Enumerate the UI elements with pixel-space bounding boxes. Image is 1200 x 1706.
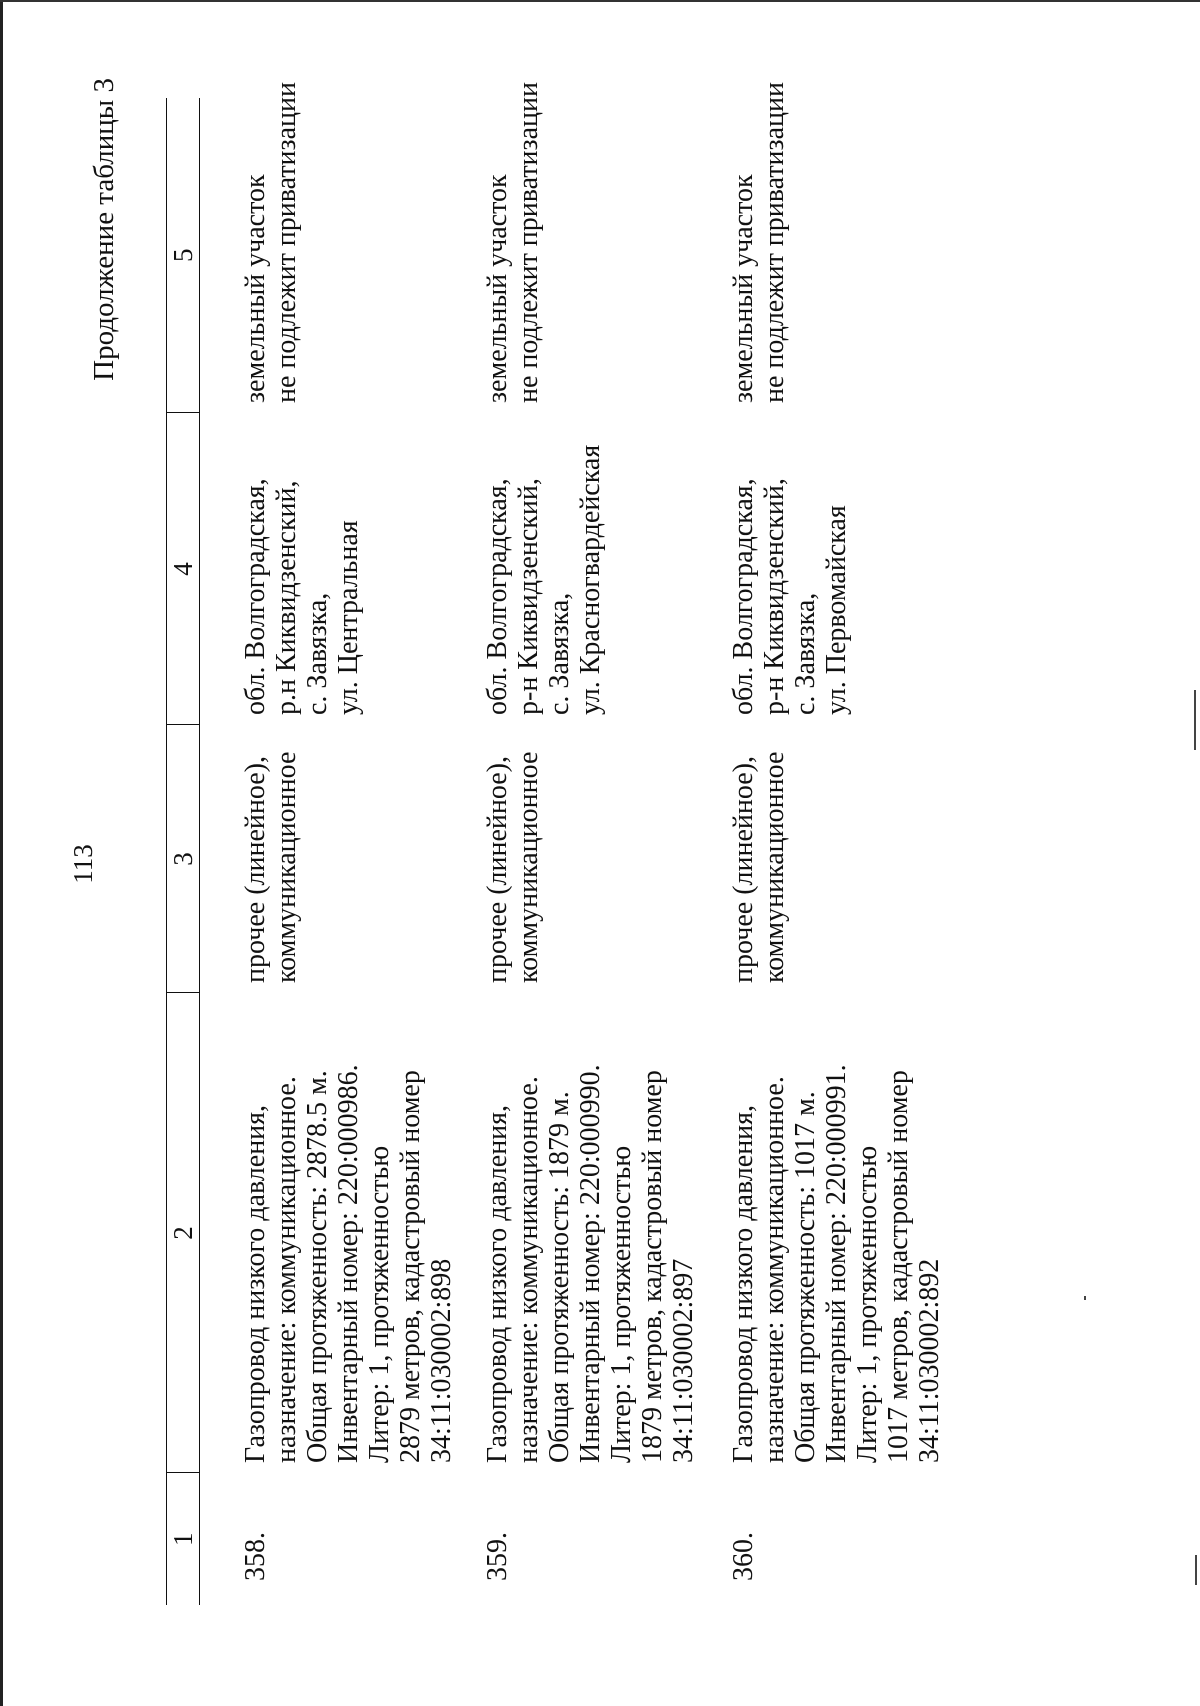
- address-line: р-н Киквидзенский,: [759, 478, 790, 715]
- address-line: р.н Киквидзенский,: [271, 480, 302, 715]
- column-header-1: 1: [167, 1473, 200, 1605]
- description-line: Литер: 1, протяженностью: [364, 1145, 395, 1463]
- column-number-row: [167, 98, 200, 1605]
- address-line: обл. Волгоградская,: [482, 478, 513, 715]
- type-line: коммуникационное: [759, 751, 790, 983]
- row-note: [200, 82, 461, 413]
- description-line: 2879 метров, кадастровый номер: [395, 1070, 426, 1463]
- column-header-4: 4: [167, 413, 200, 725]
- note-line: земельный участок: [728, 174, 759, 403]
- address-line: с. Завязка,: [302, 592, 333, 715]
- type-line: коммуникационное: [513, 751, 544, 983]
- row-description: [708, 993, 948, 1473]
- row-type: [708, 725, 948, 993]
- description-line: 34:11:030002:897: [668, 1258, 699, 1463]
- row-address: [200, 413, 461, 725]
- row-number: 360.: [728, 1532, 759, 1581]
- type-line: коммуникационное: [271, 751, 302, 983]
- row-note: [708, 82, 948, 413]
- table-row: [708, 98, 948, 1605]
- description-line: Литер: 1, протяженностью: [852, 1145, 883, 1463]
- row-address: [708, 413, 948, 725]
- description-line: Общая протяженность: 1879 м.: [544, 1091, 575, 1463]
- description-line: Газопровод низкого давления,: [240, 1104, 271, 1463]
- property-table: [166, 82, 948, 1605]
- row-description: [200, 993, 461, 1473]
- address-line: ул. Красногвардейская: [575, 444, 606, 715]
- description-line: Газопровод низкого давления,: [728, 1104, 759, 1463]
- note-line: не подлежит приватизации: [759, 82, 790, 403]
- description-line: Инвентарный номер: 220:000991.: [821, 1064, 852, 1463]
- row-note: [460, 82, 708, 413]
- row-description: [460, 993, 708, 1473]
- note-line: земельный участок: [482, 174, 513, 403]
- row-type: [200, 725, 461, 993]
- description-line: Газопровод низкого давления,: [482, 1104, 513, 1463]
- description-line: 34:11:030002:892: [914, 1258, 945, 1463]
- description-line: 34:11:030002:898: [426, 1258, 457, 1463]
- address-line: ул. Первомайская: [821, 505, 852, 715]
- table-continuation-label: Продолжение таблицы 3: [88, 78, 120, 381]
- address-line: обл. Волгоградская,: [728, 478, 759, 715]
- description-line: Общая протяженность: 2878.5 м.: [302, 1070, 333, 1463]
- address-line: с. Завязка,: [790, 592, 821, 715]
- note-line: не подлежит приватизации: [513, 82, 544, 403]
- row-number: 358.: [240, 1532, 271, 1581]
- address-line: обл. Волгоградская,: [240, 478, 271, 715]
- description-line: назначение: коммуникационное.: [271, 1076, 302, 1463]
- type-line: прочее (линейное),: [728, 756, 759, 983]
- type-line: прочее (линейное),: [482, 756, 513, 983]
- address-line: ул. Центральная: [333, 520, 364, 715]
- description-line: Литер: 1, протяженностью: [606, 1145, 637, 1463]
- column-header-3: 3: [167, 725, 200, 993]
- description-line: назначение: коммуникационное.: [759, 1076, 790, 1463]
- type-line: прочее (линейное),: [240, 756, 271, 983]
- table-row: [460, 98, 708, 1605]
- note-line: земельный участок: [240, 174, 271, 403]
- table-row: [200, 98, 461, 1605]
- description-line: 1017 метров, кадастровый номер: [883, 1070, 914, 1463]
- address-line: с. Завязка,: [544, 592, 575, 715]
- note-line: не подлежит приватизации: [271, 82, 302, 403]
- row-number: 359.: [482, 1532, 513, 1581]
- description-line: назначение: коммуникационное.: [513, 1076, 544, 1463]
- description-line: Общая протяженность: 1017 м.: [790, 1091, 821, 1463]
- row-type: [460, 725, 708, 993]
- description-line: Инвентарный номер: 220:000986.: [333, 1064, 364, 1463]
- column-header-2: 2: [167, 993, 200, 1473]
- row-address: [460, 413, 708, 725]
- description-line: 1879 метров, кадастровый номер: [637, 1070, 668, 1463]
- column-header-5: 5: [167, 98, 200, 413]
- address-line: р-н Киквидзенский,: [513, 478, 544, 715]
- page-number: 113: [68, 844, 98, 884]
- description-line: Инвентарный номер: 220:000990.: [575, 1064, 606, 1463]
